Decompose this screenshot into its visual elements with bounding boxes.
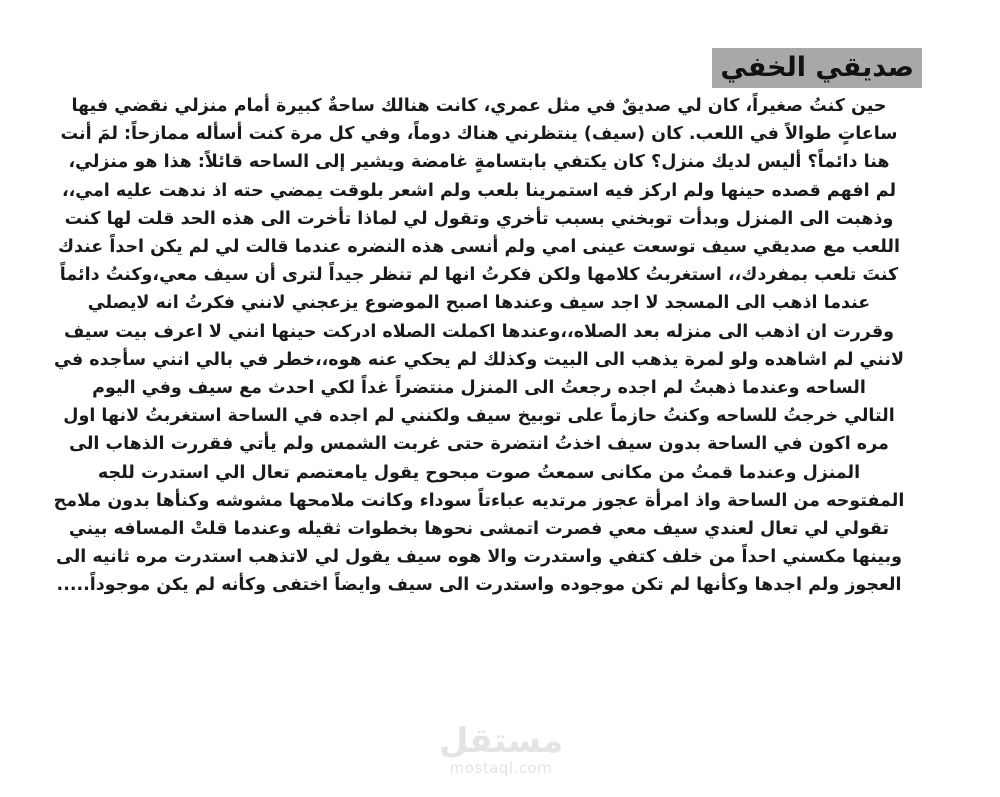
text-line: العجوز ولم اجدها وكأنها لم تكن موجوده واستدرت الى سيف وايضاً اختفى وكأنه لم يكن موجوداً..... xyxy=(56,575,902,596)
text-line: الساحه وعندما ذهبتُ لم اجده رجعتُ الى المنزل منتضراً غداً لكي احدث مع سيف وفي اليوم xyxy=(92,378,866,399)
watermark-arabic: مستقل xyxy=(438,721,564,761)
text-line: التالي خرجتُ للساحه وكنتُ حازماً على توبيخ سيف ولكنني لم اجده في الساحة استغربتُ لانها اول xyxy=(63,406,895,427)
watermark-logo xyxy=(436,722,566,776)
story-text xyxy=(30,92,928,600)
text-line: وذهبت الى المنزل وبدأت توبخني بسبب تأخري وتقول لي لماذا تأخرت الى هذه الحد قلت لها كنت xyxy=(64,208,894,229)
text-line: كنتَ تلعب بمفردك،، استغربتُ كلامها ولكن فكرتُ انها لم تنظر جيداً لترى أن سيف معي،وكنتُ دائماً xyxy=(59,265,899,286)
text-line: المنزل وعندما قمتُ من مكانى سمعتُ صوت مبحوح يقول يامعتصم تعال الي استدرت للجه xyxy=(97,462,861,483)
text-line: اللعب مع صديقي سيف توسعت عينى امي ولم أنسى هذه النضره عندما قالت لي لم يكن احداً عندك xyxy=(58,237,900,258)
text-line: ساعاتٍ طوالاً في اللعب. كان (سيف) ينتظرني هناك دوماً، وفي كل مرة كنت أسأله ممازحاً: لمَ أنت xyxy=(60,124,898,145)
document-title: صديقي الخفي xyxy=(712,48,922,88)
text-line: لانني لم اشاهده ولو لمرة يذهب الى البيت وكذلك لم يحكي عنه هوه،،خطر في بالي انني سأجده في xyxy=(54,349,904,370)
text-line: عندما اذهب الى المسجد لا اجد سيف وعندها اصبح الموضوع يزعجني لانني فكرتُ انه لايصلي xyxy=(87,293,871,314)
text-line: وقررت ان اذهب الى منزله بعد الصلاه،،وعندها اكملت الصلاه ادركت حينها انني لا اعرف بيت سيف xyxy=(63,321,895,342)
text-line: هنا دائماً؟ أليس لديك منزل؟ كان يكتفي بابتسامةٍ غامضة ويشير إلى الساحه قائلاً: هذا هو منزلي، xyxy=(68,152,890,173)
text-line: لم افهم قصده حينها ولم اركز فيه استمرينا بلعب ولم اشعر بلوقت يمضي حته اذ ندهت عليه امي،، xyxy=(61,180,897,201)
watermark-url: mostaql.com xyxy=(449,759,553,777)
text-line: حين كنتُ صغيراً، كان لي صديقٌ في مثل عمري، كانت هنالك ساحةٌ كبيرة أمام منزلي نقضي فيها xyxy=(71,96,887,116)
text-line: مره اكون في الساحة بدون سيف اخذتُ انتضرة حتى غربت الشمس ولم يأتي فقررت الذهاب الى xyxy=(69,434,889,455)
text-line: تقولي لي تعال لعندي سيف معي فصرت اتمشى نحوها بخطوات ثقيله وعندما قلتْ المسافه بيني xyxy=(68,519,890,540)
text-line: وبينها مكسني احداً من خلف كتفي واستدرت والا هوه سيف يقول لي لاتذهب استدرت مره ثانيه الى xyxy=(56,547,902,568)
text-line: المفتوحه من الساحة واذ امرأة عجوز مرتديه عباءتاً سوداء وكانت ملامحها مشوشه وكنأها بدون ملامح xyxy=(53,490,905,511)
